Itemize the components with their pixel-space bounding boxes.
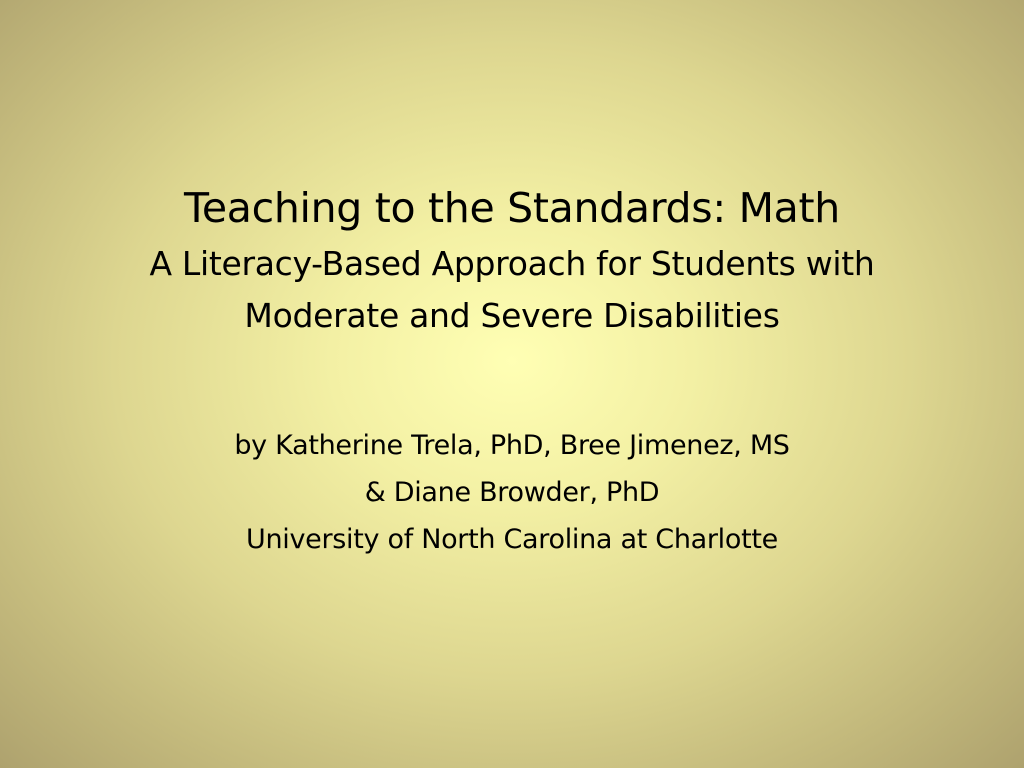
slide-title: Teaching to the Standards: Math	[184, 184, 840, 232]
byline-authors-line-1: by Katherine Trela, PhD, Bree Jimenez, MS	[234, 430, 790, 461]
byline-block	[60, 422, 964, 563]
title-block	[60, 178, 964, 342]
byline-affiliation: University of North Carolina at Charlotte	[246, 524, 778, 555]
slide-subtitle-line-1: A Literacy-Based Approach for Students with	[149, 244, 875, 283]
slide-subtitle-line-2: Moderate and Severe Disabilities	[244, 296, 780, 335]
byline-authors-line-2: & Diane Browder, PhD	[364, 477, 660, 508]
